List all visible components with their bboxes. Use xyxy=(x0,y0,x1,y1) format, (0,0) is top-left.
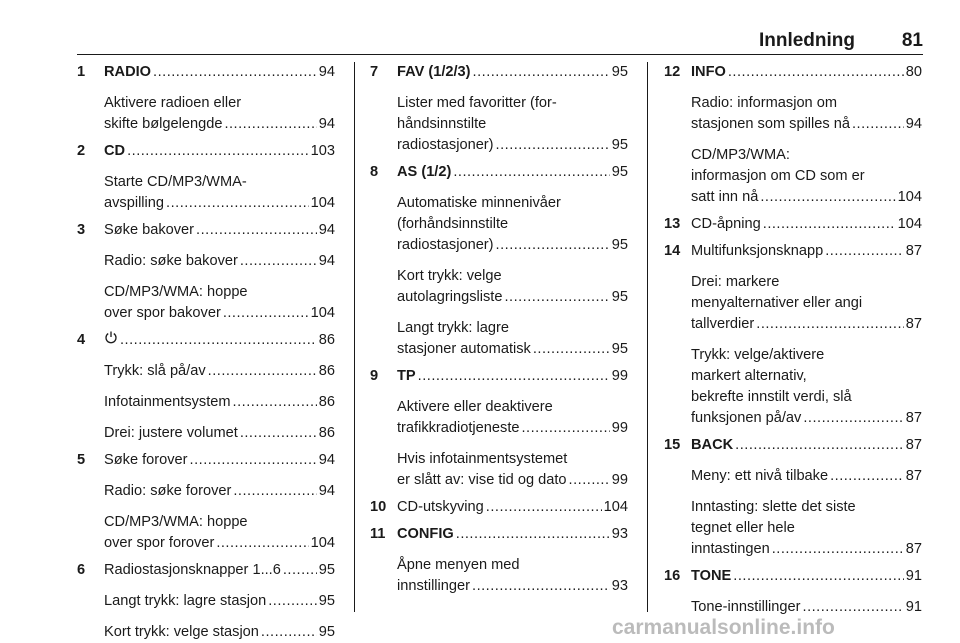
index-entry xyxy=(77,330,335,351)
page-reference[interactable]: 87 xyxy=(905,243,922,259)
entry-number: 10 xyxy=(370,499,387,515)
column-divider xyxy=(354,62,355,612)
entry-text: er slått av: vise tid og dato xyxy=(397,472,567,488)
page-reference[interactable]: 95 xyxy=(318,562,335,578)
page-reference[interactable]: 95 xyxy=(318,593,335,609)
entry-text: TP xyxy=(397,368,416,384)
leader-dots xyxy=(735,435,904,456)
page-reference[interactable]: 94 xyxy=(318,116,335,132)
leader-dots xyxy=(772,539,904,560)
page-reference[interactable]: 95 xyxy=(611,341,628,357)
page-number: 81 xyxy=(901,30,923,51)
page-reference[interactable]: 91 xyxy=(905,568,922,584)
index-entry xyxy=(370,366,628,387)
leader-dots xyxy=(728,62,904,83)
page-reference[interactable]: 104 xyxy=(897,216,922,232)
page-reference[interactable]: 104 xyxy=(310,535,335,551)
leader-dots xyxy=(233,481,316,502)
page-reference[interactable]: 87 xyxy=(905,437,922,453)
leader-dots xyxy=(756,314,904,335)
index-entry xyxy=(664,214,922,235)
entry-text: CD-åpning xyxy=(691,216,761,232)
leader-dots xyxy=(496,235,610,256)
entry-text: menyalternativer eller angi xyxy=(691,295,863,311)
index-entry xyxy=(370,162,628,183)
page-reference[interactable]: 87 xyxy=(905,410,922,426)
index-entry xyxy=(77,62,335,83)
index-subentry xyxy=(77,423,335,444)
leader-dots xyxy=(803,408,903,429)
entry-text: Multifunksjonsknapp xyxy=(691,243,824,259)
leader-dots xyxy=(486,497,602,518)
entry-text: Radio: søke bakover xyxy=(104,253,238,269)
entry-text: håndsinnstilte xyxy=(397,116,487,132)
entry-text: Kort trykk: velge xyxy=(397,268,502,284)
index-entry xyxy=(77,220,335,241)
page-reference[interactable]: 104 xyxy=(897,189,922,205)
leader-dots xyxy=(261,622,317,643)
index-subentry xyxy=(664,345,922,429)
leader-dots xyxy=(496,135,610,156)
entry-text: BACK xyxy=(691,437,734,453)
leader-dots xyxy=(283,560,317,581)
page-reference[interactable]: 86 xyxy=(318,332,335,348)
entry-text: Drei: markere xyxy=(691,274,780,290)
index-entry xyxy=(664,566,922,587)
index-subentry xyxy=(370,397,628,439)
entry-text: AS (1/2) xyxy=(397,164,452,180)
entry-number: 11 xyxy=(370,526,386,542)
entry-text: Langt trykk: lagre stasjon xyxy=(104,593,267,609)
page-reference[interactable]: 104 xyxy=(310,305,335,321)
page-reference[interactable]: 91 xyxy=(905,599,922,615)
entry-text: autolagringsliste xyxy=(397,289,503,305)
page-reference[interactable]: 99 xyxy=(611,472,628,488)
leader-dots xyxy=(763,214,896,235)
entry-text: Radio: søke forover xyxy=(104,483,232,499)
leader-dots xyxy=(803,597,904,618)
entry-number: 5 xyxy=(77,452,86,468)
entry-text: markert alternativ, xyxy=(691,368,807,384)
leader-dots xyxy=(733,566,903,587)
entry-text: Lister med favoritter (for- xyxy=(397,95,557,111)
entry-text: stasjoner automatisk xyxy=(397,341,531,357)
index-subentry xyxy=(664,497,922,560)
page-reference[interactable]: 104 xyxy=(603,499,628,515)
index-entry xyxy=(77,450,335,471)
entry-text: Drei: justere volumet xyxy=(104,425,238,441)
entry-number: 16 xyxy=(664,568,681,584)
entry-text: Langt trykk: lagre xyxy=(397,320,509,336)
index-subentry xyxy=(370,193,628,256)
page-reference[interactable]: 95 xyxy=(611,64,628,80)
page-reference[interactable]: 94 xyxy=(318,483,335,499)
entry-text: CD/MP3/WMA: xyxy=(691,147,790,163)
entry-text: Meny: ett nivå tilbake xyxy=(691,468,829,484)
leader-dots xyxy=(453,162,609,183)
leader-dots xyxy=(569,470,610,491)
index-subentry xyxy=(77,481,335,502)
page-title: Innledning xyxy=(758,30,855,51)
entry-text: Radio: informasjon om xyxy=(691,95,838,111)
entry-text: FAV (1/2/3) xyxy=(397,64,471,80)
leader-dots xyxy=(760,187,895,208)
index-subentry xyxy=(77,172,335,214)
leader-dots xyxy=(830,466,904,487)
page-reference[interactable]: 86 xyxy=(318,425,335,441)
entry-number: 13 xyxy=(664,216,681,232)
leader-dots xyxy=(472,576,610,597)
index-entry xyxy=(77,141,335,162)
leader-dots xyxy=(216,533,308,554)
leader-dots xyxy=(240,423,317,444)
leader-dots xyxy=(240,251,317,272)
page-reference[interactable]: 103 xyxy=(310,143,335,159)
entry-number: 8 xyxy=(370,164,379,180)
page-reference[interactable]: 94 xyxy=(905,116,922,132)
leader-dots xyxy=(522,418,610,439)
index-subentry xyxy=(370,318,628,360)
entry-text: Trykk: velge/aktivere xyxy=(691,347,825,363)
entry-text: innstillinger xyxy=(397,578,471,594)
leader-dots xyxy=(852,114,904,135)
entry-text: satt inn nå xyxy=(691,189,759,205)
entry-text: radiostasjoner) xyxy=(397,237,494,253)
index-entry xyxy=(370,524,628,545)
page-reference[interactable]: 95 xyxy=(611,237,628,253)
entry-text: CD/MP3/WMA: hoppe xyxy=(104,514,248,530)
entry-text: Trykk: slå på/av xyxy=(104,363,206,379)
entry-text: trafikkradiotjeneste xyxy=(397,420,520,436)
entry-text: Aktivere eller deaktivere xyxy=(397,399,553,415)
leader-dots xyxy=(208,361,317,382)
page-reference[interactable]: 86 xyxy=(318,394,335,410)
page-reference[interactable]: 86 xyxy=(318,363,335,379)
entry-text: over spor forover xyxy=(104,535,215,551)
leader-dots xyxy=(418,366,610,387)
page-reference[interactable]: 95 xyxy=(611,164,628,180)
index-subentry xyxy=(77,93,335,135)
index-subentry xyxy=(77,392,335,413)
entry-text: avspilling xyxy=(104,195,165,211)
entry-text: over spor bakover xyxy=(104,305,221,321)
page-reference[interactable]: 94 xyxy=(318,452,335,468)
entry-number: 3 xyxy=(77,222,86,238)
leader-dots xyxy=(825,241,904,262)
page-reference[interactable]: 93 xyxy=(611,526,628,542)
entry-text: CD xyxy=(104,143,126,159)
entry-text: Hvis infotainmentsystemet xyxy=(397,451,568,467)
entry-text: Radiostasjonsknapper 1...6 xyxy=(104,562,281,578)
index-subentry xyxy=(77,251,335,272)
entry-text: Infotainmentsystem xyxy=(104,394,231,410)
entry-text: inntastingen xyxy=(691,541,770,557)
page-reference[interactable]: 87 xyxy=(905,316,922,332)
entry-number: 4 xyxy=(77,332,86,348)
entry-number: 12 xyxy=(664,64,681,80)
leader-dots xyxy=(224,114,316,135)
index-subentry xyxy=(370,93,628,156)
entry-text: TONE xyxy=(691,568,732,584)
index-column-3 xyxy=(664,62,922,642)
entry-text: Starte CD/MP3/WMA- xyxy=(104,174,247,190)
index-column-1 xyxy=(77,62,335,642)
index-entry xyxy=(664,241,922,262)
entry-number: 1 xyxy=(77,64,86,80)
index-entry xyxy=(664,435,922,456)
column-divider xyxy=(647,62,648,612)
watermark: carmanualsonline.info xyxy=(612,616,835,639)
index-column-2 xyxy=(370,62,628,642)
index-subentry xyxy=(370,266,628,308)
index-subentry xyxy=(77,591,335,612)
entry-text: funksjonen på/av xyxy=(691,410,802,426)
entry-text: Søke forover xyxy=(104,452,188,468)
page-reference[interactable]: 99 xyxy=(611,420,628,436)
entry-text: RADIO xyxy=(104,64,152,80)
page-reference[interactable]: 93 xyxy=(611,578,628,594)
leader-dots xyxy=(456,524,610,545)
page-reference[interactable]: 94 xyxy=(318,222,335,238)
leader-dots xyxy=(223,303,309,324)
index-subentry xyxy=(77,622,335,643)
entry-text: stasjonen som spilles nå xyxy=(691,116,850,132)
page-reference[interactable]: 95 xyxy=(611,137,628,153)
page-reference[interactable]: 104 xyxy=(310,195,335,211)
entry-text: informasjon om CD som er xyxy=(691,168,865,184)
leader-dots xyxy=(196,220,317,241)
leader-dots xyxy=(127,141,309,162)
index-subentry xyxy=(664,93,922,135)
leader-dots xyxy=(233,392,317,413)
entry-number: 9 xyxy=(370,368,379,384)
entry-text: CONFIG xyxy=(397,526,454,542)
power-icon xyxy=(104,330,118,344)
entry-text: Søke bakover xyxy=(104,222,195,238)
page-reference[interactable]: 99 xyxy=(611,368,628,384)
leader-dots xyxy=(120,330,317,351)
entry-text: (forhåndsinnstilte xyxy=(397,216,509,232)
page-reference[interactable]: 94 xyxy=(318,64,335,80)
page-header xyxy=(77,28,923,55)
entry-number: 6 xyxy=(77,562,86,578)
index-entry xyxy=(370,497,628,518)
entry-text: tegnet eller hele xyxy=(691,520,795,536)
entry-text: tallverdier xyxy=(691,316,755,332)
leader-dots xyxy=(504,287,609,308)
entry-number: 2 xyxy=(77,143,86,159)
page-reference[interactable]: 95 xyxy=(611,289,628,305)
entry-text: Kort trykk: velge stasjon xyxy=(104,624,259,640)
entry-text: INFO xyxy=(691,64,726,80)
entry-number: 14 xyxy=(664,243,681,259)
leader-dots xyxy=(166,193,309,214)
index-entry xyxy=(664,62,922,83)
page-reference[interactable]: 95 xyxy=(318,624,335,640)
entry-text: Åpne menyen med xyxy=(397,557,520,573)
page-reference[interactable]: 87 xyxy=(905,541,922,557)
entry-text: Tone-innstillinger xyxy=(691,599,801,615)
entry-text: Inntasting: slette det siste xyxy=(691,499,856,515)
entry-text: Aktivere radioen eller xyxy=(104,95,242,111)
entry-text: CD/MP3/WMA: hoppe xyxy=(104,284,248,300)
leader-dots xyxy=(268,591,317,612)
page-reference[interactable]: 80 xyxy=(905,64,922,80)
entry-text: bekrefte innstilt verdi, slå xyxy=(691,389,852,405)
entry-number: 15 xyxy=(664,437,681,453)
page-reference[interactable]: 94 xyxy=(318,253,335,269)
index-subentry xyxy=(77,512,335,554)
index-subentry xyxy=(370,555,628,597)
index-subentry xyxy=(77,282,335,324)
index-subentry xyxy=(664,466,922,487)
leader-dots xyxy=(190,450,317,471)
leader-dots xyxy=(473,62,610,83)
entry-text: skifte bølgelengde xyxy=(104,116,223,132)
entry-text: Automatiske minnenivåer xyxy=(397,195,561,211)
index-subentry xyxy=(370,449,628,491)
index-subentry xyxy=(664,272,922,335)
index-subentry xyxy=(664,597,922,618)
leader-dots xyxy=(533,339,610,360)
entry-text: radiostasjoner) xyxy=(397,137,494,153)
index-subentry xyxy=(77,361,335,382)
entry-number: 7 xyxy=(370,64,379,80)
leader-dots xyxy=(153,62,317,83)
index-subentry xyxy=(664,145,922,208)
index-entry xyxy=(77,560,335,581)
entry-text: CD-utskyving xyxy=(397,499,484,515)
index-entry xyxy=(370,62,628,83)
page-reference[interactable]: 87 xyxy=(905,468,922,484)
